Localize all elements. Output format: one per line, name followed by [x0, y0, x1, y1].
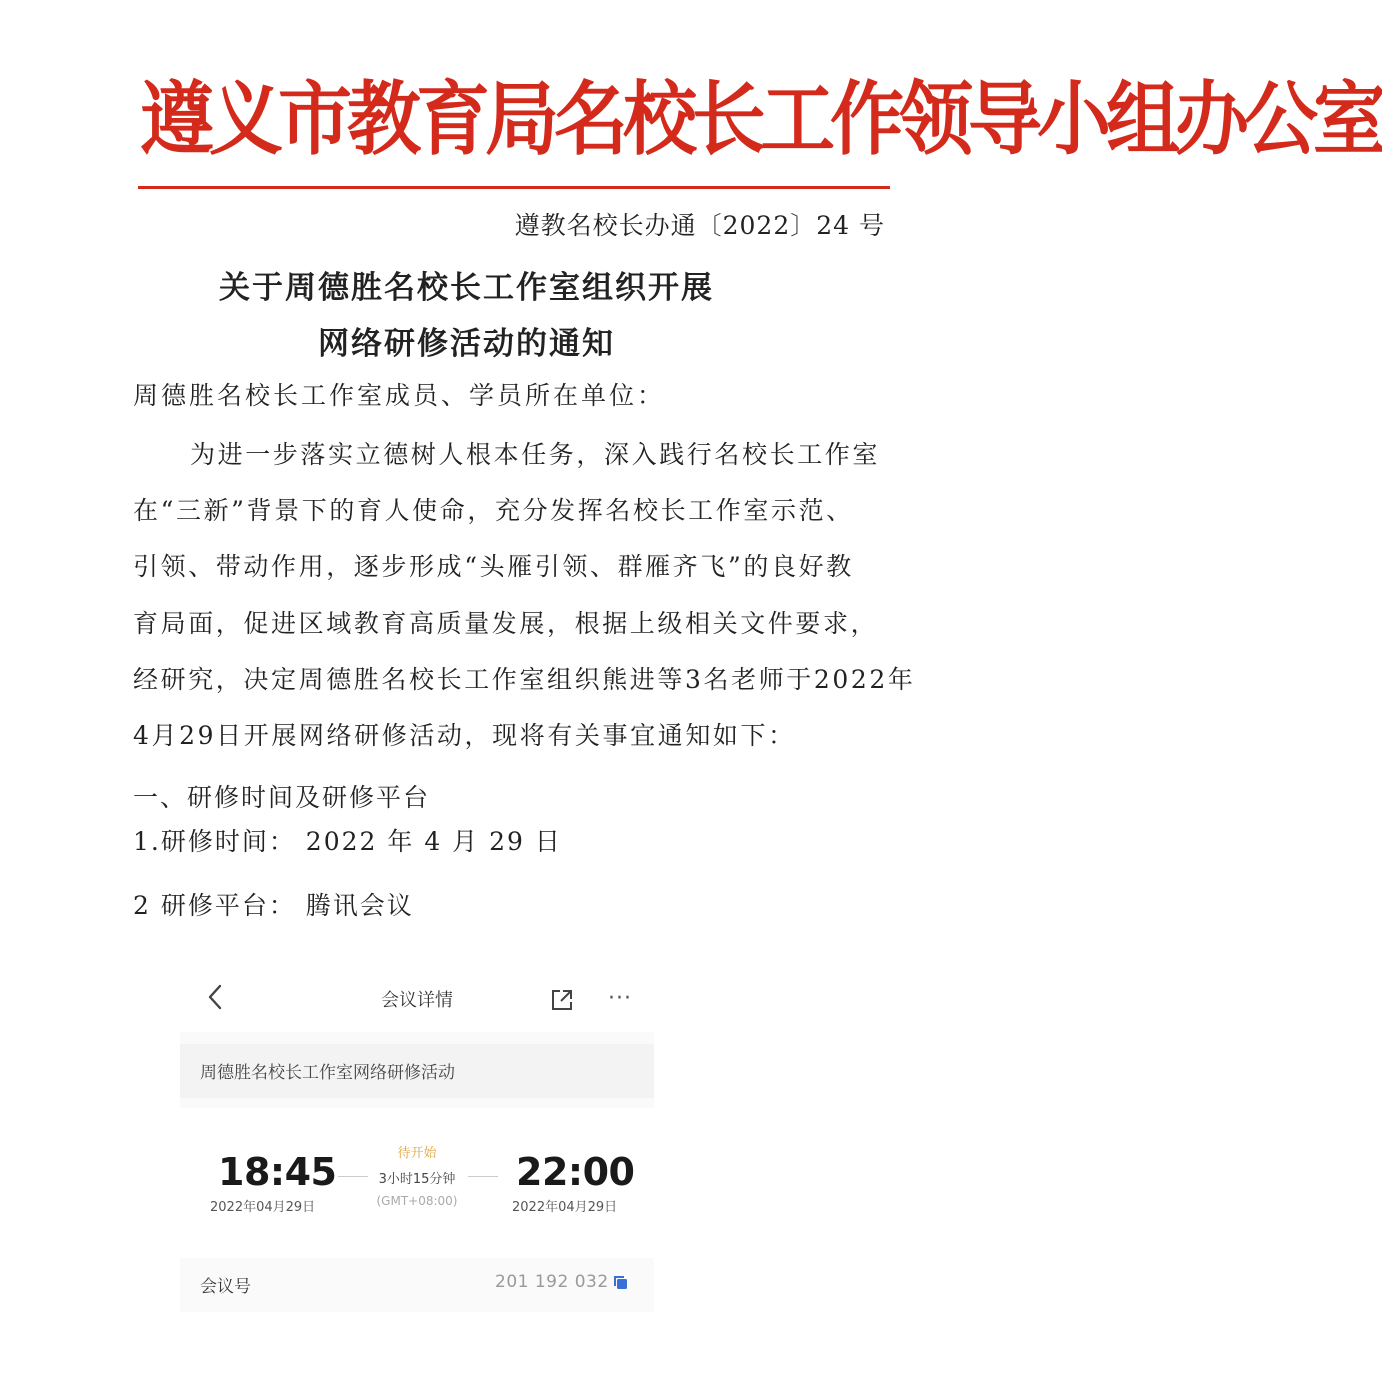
document-number: 遵教名校长办通〔2022〕24 号	[514, 211, 885, 240]
body-line: 在“三新”背景下的育人使命，充分发挥名校长工作室示范、	[133, 496, 854, 525]
copy-icon[interactable]	[612, 1274, 630, 1292]
salutation: 周德胜名校长工作室成员、学员所在单位：	[133, 381, 666, 410]
letterhead-red-rule	[138, 186, 890, 189]
section-heading: 一、研修时间及研修平台	[133, 783, 431, 812]
meeting-end-date: 2022年04月29日	[512, 1200, 618, 1215]
body-line: 引领、带动作用，逐步形成“头雁引领、群雁齐飞”的良好教	[133, 552, 854, 581]
meeting-subject: 周德胜名校长工作室网络研修活动	[200, 1063, 455, 1083]
notice-title-line-1: 关于周德胜名校长工作室组织开展	[219, 270, 714, 306]
meeting-status: 待开始	[397, 1146, 437, 1161]
meeting-id-label: 会议号	[200, 1277, 251, 1297]
meeting-end-time: 22:00	[516, 1150, 635, 1194]
meeting-id-value: 201 192 032	[495, 1272, 609, 1292]
share-icon[interactable]	[550, 988, 574, 1012]
meeting-details-screenshot	[180, 962, 654, 1312]
body-line: 育局面，促进区域教育高质量发展，根据上级相关文件要求，	[133, 609, 879, 638]
notice-title-line-2: 网络研修活动的通知	[318, 326, 615, 362]
meeting-start-date: 2022年04月29日	[210, 1200, 316, 1215]
study-platform: 2 研修平台： 腾讯会议	[133, 891, 414, 920]
meeting-timezone: (GMT+08:00)	[376, 1194, 458, 1208]
meeting-header-title: 会议详情	[381, 990, 453, 1011]
duration-divider-right	[468, 1176, 498, 1177]
meeting-start-time: 18:45	[218, 1150, 337, 1194]
more-icon[interactable]: ···	[608, 986, 632, 1011]
study-time: 1.研修时间： 2022 年 4 月 29 日	[133, 827, 562, 856]
body-line: 4月29日开展网络研修活动，现将有关事宜通知如下：	[133, 721, 796, 750]
body-line: 经研究，决定周德胜名校长工作室组织熊进等3名老师于2022年	[133, 665, 916, 694]
meeting-duration: 3小时15分钟	[378, 1172, 456, 1187]
letterhead-org-name: 遵义市教育局名校长工作领导小组办公室	[140, 73, 1382, 167]
body-line: 为进一步落实立德树人根本任务，深入践行名校长工作室	[190, 440, 881, 469]
